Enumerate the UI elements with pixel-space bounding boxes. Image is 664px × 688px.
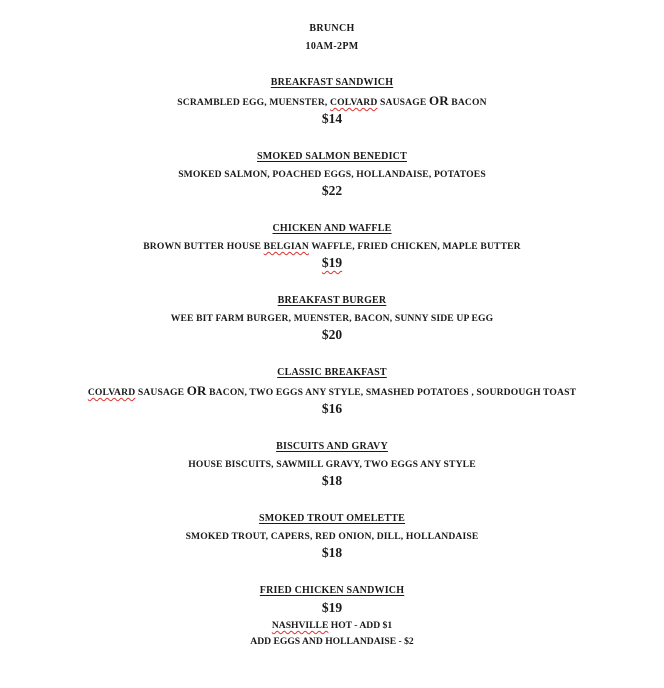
menu-hours: 10AM-2PM [305, 41, 359, 52]
item-title: SMOKED TROUT OMELETTE [258, 513, 406, 524]
menu-item-chicken-and-waffle [0, 222, 664, 271]
item-title: CLASSIC BREAKFAST [277, 367, 387, 378]
item-title: BREAKFAST SANDWICH [270, 77, 394, 88]
item-addon-note: ADD EGGS AND HOLLANDAISE - $2 [250, 636, 414, 647]
item-price: $18 [321, 545, 343, 560]
menu-item-classic-breakfast [0, 366, 664, 417]
item-price: $18 [321, 473, 343, 488]
item-title: FRIED CHICKEN SANDWICH [259, 585, 405, 596]
item-title: CHICKEN AND WAFFLE [272, 223, 392, 234]
menu-item-fried-chicken-sandwich [0, 584, 664, 648]
menu-item-biscuits-and-gravy [0, 440, 664, 489]
item-price: $16 [321, 401, 343, 416]
item-price: $19 [321, 255, 343, 270]
menu-item-breakfast-burger [0, 294, 664, 343]
item-price: $20 [321, 327, 343, 342]
item-description: SMOKED TROUT, CAPERS, RED ONION, DILL, HOLLANDAISE [185, 531, 479, 542]
item-description: WEE BIT FARM BURGER, MUENSTER, BACON, SUNNY SIDE UP EGG [170, 313, 494, 324]
menu-title: BRUNCH [309, 23, 355, 34]
item-price: $22 [321, 183, 343, 198]
menu-item-smoked-trout-omelette [0, 512, 664, 561]
item-price: $14 [321, 111, 343, 126]
menu-item-breakfast-sandwich [0, 76, 664, 127]
item-addon-note: NASHVILLE HOT - ADD $1 [271, 620, 393, 631]
item-title: BISCUITS AND GRAVY [276, 441, 388, 452]
item-title: BREAKFAST BURGER [277, 295, 387, 306]
item-description: SMOKED SALMON, POACHED EGGS, HOLLANDAISE, POTATOES [178, 169, 486, 180]
item-description: BROWN BUTTER HOUSE BELGIAN WAFFLE, FRIED CHICKEN, MAPLE BUTTER [143, 241, 521, 252]
item-title: SMOKED SALMON BENEDICT [257, 151, 407, 162]
menu-item-smoked-salmon-benedict [0, 150, 664, 199]
item-description: COLVARD SAUSAGE OR BACON, TWO EGGS ANY STYLE, SMASHED POTATOES , SOURDOUGH TOAST [87, 383, 577, 398]
item-description: SCRAMBLED EGG, MUENSTER, COLVARD SAUSAGE OR BACON [177, 93, 487, 108]
item-description: HOUSE BISCUITS, SAWMILL GRAVY, TWO EGGS ANY STYLE [188, 459, 476, 470]
item-price: $19 [321, 600, 343, 615]
